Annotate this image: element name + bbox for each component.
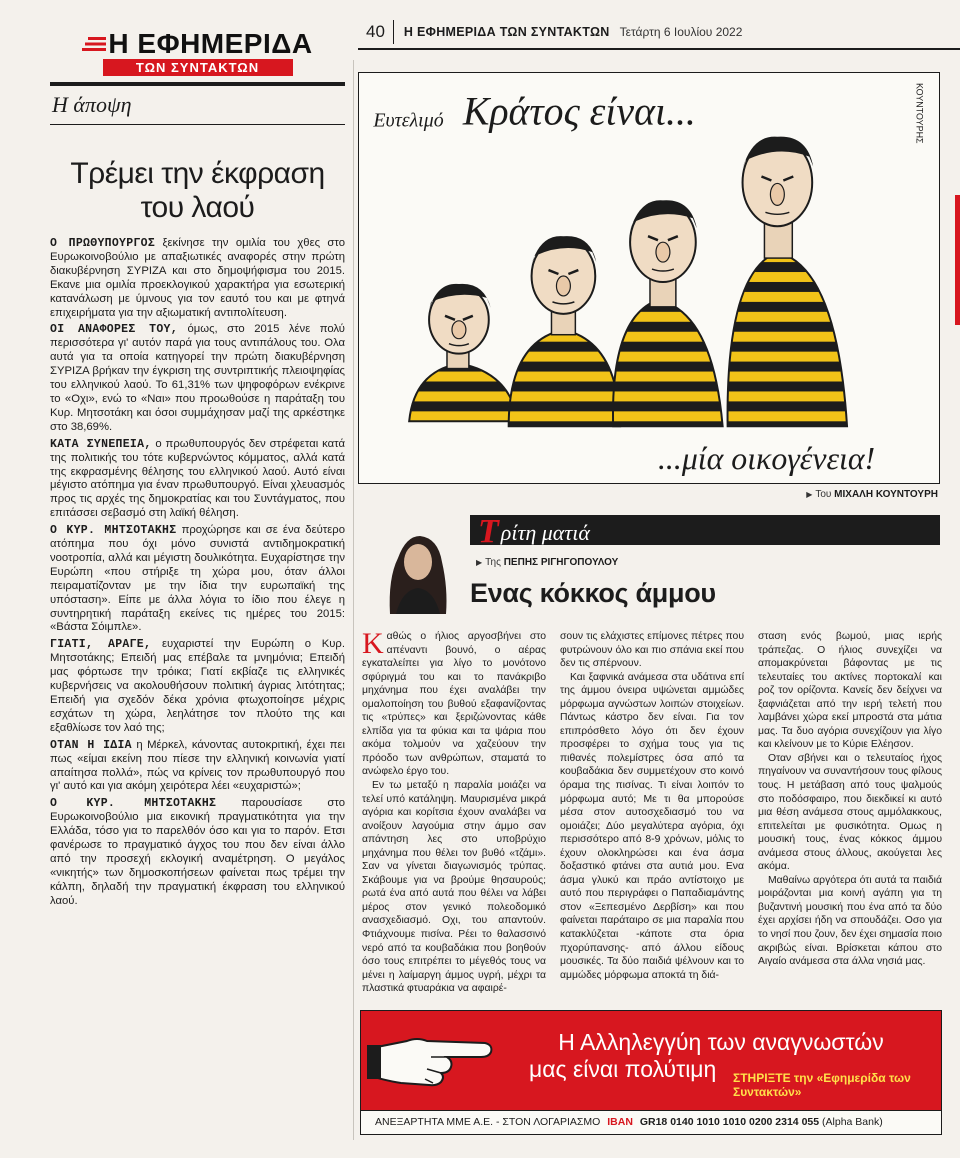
text-column-2 (560, 630, 744, 996)
running-head (358, 16, 960, 50)
column-divider (353, 60, 354, 1140)
page-edge-marker (955, 195, 960, 325)
editorial-headline: Τρέμει την έκφραση του λαού (70, 157, 325, 224)
logo-stripes-icon (82, 36, 106, 52)
editorial-body (50, 237, 345, 909)
cartoon-credit: ▶ Του ΜΙΧΑΛΗ ΚΟΥΝΤΟΥΡΗ (806, 489, 938, 500)
editorial-paragraph: Ο ΠΡΩΘΥΠΟΥΡΓΟΣ ξεκίνησε την ομιλία του χθες στο Ευρωκοινοβούλιο με απαξιωτικές αναφορές στην πρώτη διακυβέρνηση ΣΥΡΙΖΑ και στο δημοψήφισμα του 2015. Εκανε μια ομιλία προεκλογικού χαρακτήρα για εσωτερική κατανάλωση με ύμνους για τον εαυτό του και με φτηνά επιχειρήματα για την αξιωματική αντιπολίτευση. (50, 237, 345, 319)
running-head-paper: Η ΕΦΗΜΕΡΙΔΑ ΤΩΝ ΣΥΝΤΑΚΤΩΝ (403, 25, 610, 39)
column-body (362, 627, 942, 996)
column-title: ρίτη ματιά (500, 520, 590, 545)
drop-cap: Κ (362, 627, 384, 660)
cartoon-figure-2 (509, 236, 620, 426)
text-column-1 (362, 627, 546, 996)
solidarity-ad (360, 1010, 942, 1135)
cartoon-figure-4 (728, 137, 847, 427)
logo-sub: ΤΩΝ ΣΥΝΤΑΚΤΩΝ (103, 59, 293, 76)
cartoon-signature: ΚΟΥΝΤΟΥΡΗΣ (914, 82, 925, 144)
running-head-date: Τετάρτη 6 Ιουλίου 2022 (619, 25, 743, 39)
editorial-paragraph: ΟΤΑΝ Η ΙΔΙΑ η Μέρκελ, κάνοντας αυτοκριτική, έχει πει πως «είμαι εκείνη που πίεσε την ελληνική κοινωνία γιατί απαίτησα πολλά», πώς να κρίνεις τον πρωθυπουργό που γι' αυτό και για ακόμη χειρότερα λέει «ευχαριστώ»; (50, 738, 345, 793)
ad-support-text: ΣΤΗΡΙΞΤΕ την «Εφημερίδα των Συντακτών» (733, 1071, 911, 1099)
cartoon-caption-big: Κράτος είναι... (462, 89, 696, 134)
cartoon-caption-small: Ευτελιμό (373, 109, 444, 132)
cartoon-figure-1 (409, 284, 518, 421)
section-label: Η άποψη (50, 82, 345, 125)
column-paragraph: Εν τω μεταξύ η παραλία μοιάζει να τελεί υπό κατάληψη. Μαυρισμένα μικρά αγόρια και κορίτσια έχουν αναλάβει να ανοίξουν λαγούμια στην άμμο σαν απάντηση λες στο υποβρύχιο μηχάνημα που θέλει τον βυθό «τζάμι». Σαν να γίνεται διαγωνισμός τρύπας. Σκάβουμε για να βρούμε θησαυρούς; ρωτά ένα από αυτά που θέλει να λάβει μέρος στον γενικό πολεοδομικό ανασχεδιασμό. Οχι, του απαντούν. Φτιάχνουμε πισίνα. Ρέει το θαλασσινό νερό από τα κουβαδάκια που βοηθούν όσο τους επιτρέπει το μέγεθός τους να μένει η λαίμαργη άμμος υγρή, μέχρι τα πλαστικά φτυαράκια να αφαιρέ- (362, 780, 546, 995)
editorial-paragraph: ΚΑΤΑ ΣΥΝΕΠΕΙΑ, ο πρωθυπουργός δεν στρέφεται κατά της πολιτικής του τότε κυβερνώντος κόμματος, αλλά κατά της εκφρασμένης θέλησης του ελληνικού λαού. Αυτό είναι μέγιστο ατόπημα για έναν πρωθυπουργό. Είναι χλευασμός προς τις αρχές της δημοκρατίας και του Συντάγματος, που επιτάσσει σεβασμό στη λαϊκή θέληση. (50, 437, 345, 520)
iban-number: GR18 0140 1010 1010 0200 2314 055 (639, 1116, 820, 1128)
column-title-letter: Τ (478, 513, 499, 550)
column-title-band (470, 513, 940, 550)
page-number: 40 (358, 20, 394, 44)
editorial-paragraph: Ο ΚΥΡ. ΜΗΤΣΟΤΑΚΗΣ παρουσίασε στο Ευρωκοινοβούλιο μια εικονική πραγματικότητα για την Ελλάδα, τόσο για το παρελθόν όσο και για το παρόν. Ετσι φανέρωσε το πραγματικό άγχος του που δεν είναι άλλο από την προσεχή εκλογική αναμέτρηση. Ο μεγάλος «νικητής» των δημοσκοπήσεων φαίνεται πως τρέμει την κάλπη, δηλαδή την πραγματική έκφραση του ελληνικού λαού. (50, 797, 345, 907)
column-author: ▶ Της ΠΕΠΗΣ ΡΙΓΗΓΟΠΟΥΛΟΥ (476, 557, 619, 568)
editorial-paragraph: Ο ΚΥΡ. ΜΗΤΣΟΤΑΚΗΣ προχώρησε και σε ένα δεύτερο ατόπημα που όχι μόνο συνιστά αντιδημοκρατική νοοτροπία, αλλά και μέγιστη δουλικότητα. Ευχαρίστησε την Ευρώπη «που στήριξε τη χώρα μου, όταν άλλοι πειραματίζονταν με την ίδια την ευρωπαϊκή της υπόσταση». Είπε με άλλα λόγια το ίδιο που έλεγε η συντηρητική παράταξη εκείνες τις ημέρες του 2015: «Βάστα Σόιμπλε». (50, 524, 346, 634)
editorial-paragraph: ΓΙΑΤΙ, ΑΡΑΓΕ, ευχαριστεί την Ευρώπη ο Κυρ. Μητσοτάκης; Επειδή μας επέβαλε τα μνημόνια; Επειδή μας φόρτωσε την τρόικα; Γιατί εκβίαζε τις ελληνικές κυβερνήσεις να ακολουθήσουν πολιτική άγριας λιτότητας; Επειδή για σχεδόν δέκα χρόνια φτωχοποίησε μέχρις εσχάτων τη χώρα, λεηλάτησε τον πλούτο της και εξαθλίωσε τον λαό της; (50, 638, 345, 734)
ad-account-line: ΑΝΕΞΑΡΤΗΤΑ ΜΜΕ Α.Ε. - ΣΤΟΝ ΛΟΓΑΡΙΑΣΜΟ IBAN GR18 0140 1010 1010 0200 2314 055 (Alpha Bank) (361, 1110, 941, 1134)
ad-title-line-2: μας είναι πολύτιμη (529, 1056, 717, 1082)
text-column-3 (758, 630, 942, 996)
editorial-paragraph: ΟΙ ΑΝΑΦΟΡΕΣ ΤΟΥ, όμως, στο 2015 λένε πολύ περισσότερα γι' αυτόν παρά για τους αντιπάλους του. Ολα αυτά για τα οποία κατηγορεί την πρώτη διακυβέρνηση ΣΥΡΙΖΑ βρήκαν την έγκριση της συντριπτικής πλειοψηφίας του ελληνικού λαού. Το 61,31% των ψηφοφόρων ενέκρινε το «Οχι», ενώ το «Ναι» που προωθούσε η παράταξη του Κυρ. Μητσοτάκη και όσοι συμμάχησαν μαζί της αρκέστηκε στο 38,69%. (50, 323, 345, 433)
triangle-icon: ▶ (806, 490, 813, 499)
column-paragraph: σταση ενός βωμού, μιας ιερής τράπεζας. Ο ήλιος συνεχίζει να απομακρύνεται βάφοντας με τις τελευταίες του ακτίνες πορτοκαλί και ροζ τον ορίζοντα. Κανείς δεν δείχνει να ξαφνιάζεται από την ιερή τελετή που λαμβάνει χώρα εκεί μπροστά στα μάτια μας. Τα δυο αγόρια συνεχίζουν για λίγο και κλείνουν με το Κύριε Ελέησον. (758, 631, 942, 751)
author-photo (368, 518, 464, 614)
cartoon-drawing (359, 73, 939, 483)
column-paragraph: σουν τις ελάχιστες επίμονες πέτρες που φυτρώνουν όλο και πιο σπάνια εκεί που δεν τις σπέρνουν. (560, 631, 744, 670)
cartoon-caption-bottom: ...μία οικογένεια! (657, 441, 876, 477)
logo-main (82, 30, 312, 58)
column-paragraph: Καθώς ο ήλιος αργοσβήνει στο απέναντι βουνό, ο αέρας εγκαταλείπει για λίγο το μονότονο σφύριγμά του και το πανάκριβο μηχάνημα που έχει αναλάβει την ομαλοποίηση του βυθού εξαφανίζοντας τις «τρύπες» και ξεριζώνοντας κάθε ελπίδα για τα φύκια και τα ψάρια που ακόμα τολμούν να χαζεύουν την πρόοδο των ανθρώπων, σταματά το ανώφελο έργο του. (362, 627, 546, 778)
column-paragraph: Οταν σβήνει και ο τελευταίος ήχος πηγαίνουν να συναντήσουν τους φίλους τους. Η μετάβαση από τους ψαλμούς στο ποδόσφαιρο, που διεκδικεί κι αυτό μια θέση ανάμεσα στους αμμόλακκους, επιτελείται με φυσικότητα. Ομως η μουσική τους, ένας κόκκος άμμου ανάμεσα στους άλλους, ακούγεται λες ακόμα. (758, 752, 942, 873)
ad-title-line-1: Η Αλληλεγγύη των αναγνωστών (558, 1029, 884, 1055)
logo-main-text: Η ΕΦΗΜΕΡΙΔΑ (108, 28, 313, 59)
cartoon-figure-3 (613, 200, 723, 426)
pointing-hand-icon (367, 1019, 497, 1089)
column-paragraph: Και ξαφνικά ανάμεσα στα υδάτινα επί της άμμου όνειρα υψώνεται αμμώδες μόρφωμα αγνώστων λοιπών στοιχείων. Πάντως κάστρο δεν είναι. Για τον επιπρόσθετο λόγο ότι δεν έχουν προσφέρει το σχήμα τους για τις πιθανές πολεμίστρες όσα από τα κουβαδάκια δεν συμμετέχουν στο κοινό όραμα της πισίνας. Τι είναι λοιπόν το μόρφωμα αυτό; Με τι θα μπορούσε μέσα στον αυτοσχεδιασμό του να ομοιάζει; Δύο μεγαλύτερα αγόρια, όχι περισσότερο από 8-9 χρόνων, μόλις το έχουν ολοκληρώσει και ένα άσμα δοξαστικό φτάνει στα αυτιά μου. Ενα άσμα γλυκύ και πράο αντίστοιχο με αυτό που περιγράφει ο Παπαδιαμάντης στον «Ξεπεσμένο Δερβίση» και που φαίνεται παράταιρο σε μια παραλία που κατακλύζεται -κάποτε στα όρια πχορύπανσης- από άλλου είδους μουσικές. Τα δύο παιδιά ψέλνουν και το αμμώδες μόρφωμα αποκτά τη διά- (560, 671, 744, 981)
newspaper-logo (50, 30, 345, 76)
editorial-column (50, 30, 345, 912)
column-paragraph: Μαθαίνω αργότερα ότι αυτά τα παιδιά μοιράζονται μια κοινή αγάπη για τη βυζαντινή μουσική που ένα από τα δύο έχει αρχίσει ήδη να σπουδάζει. Οσο για το νησί που ζουν, δεν έχει σημασία ποιο ακριβώς είναι. Βρίσκεται κάπου στο Αιγαίο ανάμεσα στα άλλα νησιά μας. (758, 874, 942, 968)
cartoon (358, 72, 940, 484)
column-headline: Ενας κόκκος άμμου (470, 578, 716, 608)
triangle-icon: ▶ (476, 558, 483, 567)
